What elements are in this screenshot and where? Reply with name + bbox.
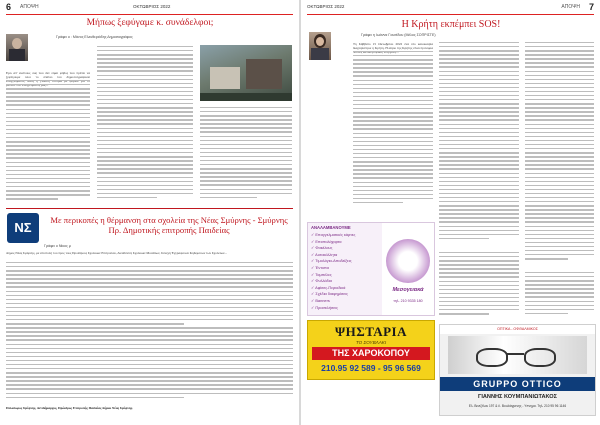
service-item: ✓ Επαγγελματικές κάρτες bbox=[311, 232, 356, 237]
service-item: ✓ Επιστολόχαρτα bbox=[311, 238, 342, 244]
article-lead: Δήμος Νέας Σμύρνης, με επιστολή του προς τους Προέδρους Σχολικών Επιτροπών, Διευθυντές Σχολικών Μονάδων, Συνεχή Έγγραφα και Κηδεμόνων των Σχολείων... bbox=[6, 251, 227, 255]
article-body-col2 bbox=[97, 46, 193, 202]
logo-text: ΝΣ bbox=[14, 220, 32, 235]
article-body-col1 bbox=[353, 51, 433, 211]
taverna-phone: 210.95 92 589 - 95 96 569 bbox=[321, 363, 421, 373]
eyeglasses-photo bbox=[448, 336, 587, 374]
article-title: Η Κρήτη εκπέμπει SOS! bbox=[401, 19, 501, 30]
right-header bbox=[307, 4, 594, 14]
article-body-col3 bbox=[200, 107, 292, 203]
author-photo bbox=[6, 34, 28, 61]
optics-address: Ελ. Βενιζέλου 197 & Λ. Βουλιάγμενης - Υπνημα. Τηλ. 210 95 96 1146 bbox=[468, 404, 567, 408]
article-title: Μήπως ξεφύγαμε κ. συνάδελφοι; bbox=[86, 18, 214, 28]
header-rule bbox=[6, 14, 293, 15]
article-body-col3b bbox=[525, 272, 594, 318]
article-lead: Τη Σάββατο 15 Οκτωβρίου 2022 ένα νέο κακοκαιρία διαχειρίστηκε η Κρήτη. Η αύριο της Κρήτης είναι προνόμια bbox=[353, 42, 433, 51]
article-title: Με περικοπές η θέρμανση στα σχολεία της Νέας Σμύρνης - Σμύρνης Πρ. Δημοτικής επιτροπής Παιδείας bbox=[50, 215, 288, 235]
article-body-col1 bbox=[6, 80, 90, 203]
article-photo bbox=[200, 45, 292, 101]
article-lead: Εγώ απ' εκείνους σας που δεν είμαι φόβος που πρέπει να ξεφύγουμε όλοι το σπάνιο του δημοσιογραφικού bbox=[6, 71, 90, 80]
publication-name: ΑΠΟΨΗ bbox=[561, 4, 580, 10]
service-item: ✓ Αφίσες-Περιοδικά bbox=[311, 284, 346, 290]
ad-heading: ΑΝΑΛΑΜΒΑΝΟΥΜΕ bbox=[311, 225, 351, 230]
services-list bbox=[311, 232, 381, 311]
municipality-logo bbox=[7, 213, 39, 243]
service-item: ✓ Προσκλήσεις bbox=[311, 304, 338, 310]
author-photo bbox=[309, 32, 331, 60]
service-item: ✓ Banners bbox=[311, 297, 330, 303]
left-header bbox=[6, 4, 293, 14]
section-divider bbox=[6, 208, 293, 209]
optics-brand: GRUPPO OTTICO bbox=[440, 377, 595, 391]
article-byline: Γράφει ο : Μάνος Ελευθεριάδης Δημοσιογράφος bbox=[56, 35, 133, 39]
article-byline: Γράφει η Ιωάννα Γουσίδου (Μέλος ΣΟΠΡΙΣΤΕ) bbox=[361, 33, 436, 37]
service-item: ✓ Φακέλους bbox=[311, 245, 333, 251]
service-item: ✓ Σχέδια διαφημίσεις bbox=[311, 291, 348, 297]
service-item: ✓ Αυτοκόλλητα bbox=[311, 251, 338, 257]
printing-services-ad bbox=[307, 222, 435, 316]
article-byline: Γράφει ο Νίκος μ bbox=[44, 244, 71, 248]
right-page bbox=[301, 0, 600, 425]
optics-label: ΟΠΤΙΚΑ - ΟΦΘΑΛΜΙΚΟΣ bbox=[497, 327, 538, 331]
ad-logo: Μεσογειακά bbox=[392, 287, 424, 293]
issue-date: ΟΚΤΩΒΡΙΟΣ 2022 bbox=[133, 4, 171, 9]
article-body-col2b bbox=[439, 252, 519, 318]
taverna-brand: ΤΗΣ ΧΑΡΟΚΟΠΟΥ bbox=[312, 347, 430, 360]
service-item: ✓ Έντυπα bbox=[311, 264, 329, 270]
taverna-name: ΨΗΣΤΑΡΙΑ bbox=[335, 324, 407, 339]
service-item: ✓ Φυλλάδια bbox=[311, 278, 332, 284]
article-signature: Πελοδωρος Σμύρνης, Αντιδήμαρχος, Πρόεδρος Επιτροπής Παιδείας Δήμου Νέας Σμύρνης. bbox=[6, 406, 133, 410]
optics-owner: ΓΙΑΝΝΗΣ ΚΟΥΜΠΑΝΙΩΤΑΚΟΣ bbox=[477, 394, 558, 400]
printer-logo-icon bbox=[386, 239, 430, 283]
taverna-sub: ΤΟ ΣΟΥΒΛΑΚΙ bbox=[355, 340, 387, 345]
optics-ad bbox=[439, 324, 596, 416]
page-number: 6 bbox=[6, 2, 12, 12]
service-item: ✓ Ταμπέλες bbox=[311, 271, 332, 277]
page-number: 7 bbox=[588, 2, 594, 12]
article-body-col2 bbox=[439, 42, 519, 247]
issue-date: ΟΚΤΩΒΡΙΟΣ 2022 bbox=[307, 4, 345, 9]
article-body-col3 bbox=[525, 42, 594, 267]
article-body bbox=[6, 262, 293, 404]
publication-name: ΑΠΟΨΗ bbox=[20, 4, 39, 10]
taverna-ad bbox=[307, 320, 435, 380]
left-page bbox=[0, 0, 299, 425]
ad-phone: τηλ. 210 9335 180 bbox=[393, 299, 423, 303]
service-item: ✓ Τιμολόγια-Αποδείξεις bbox=[311, 258, 352, 264]
header-rule bbox=[307, 14, 594, 15]
